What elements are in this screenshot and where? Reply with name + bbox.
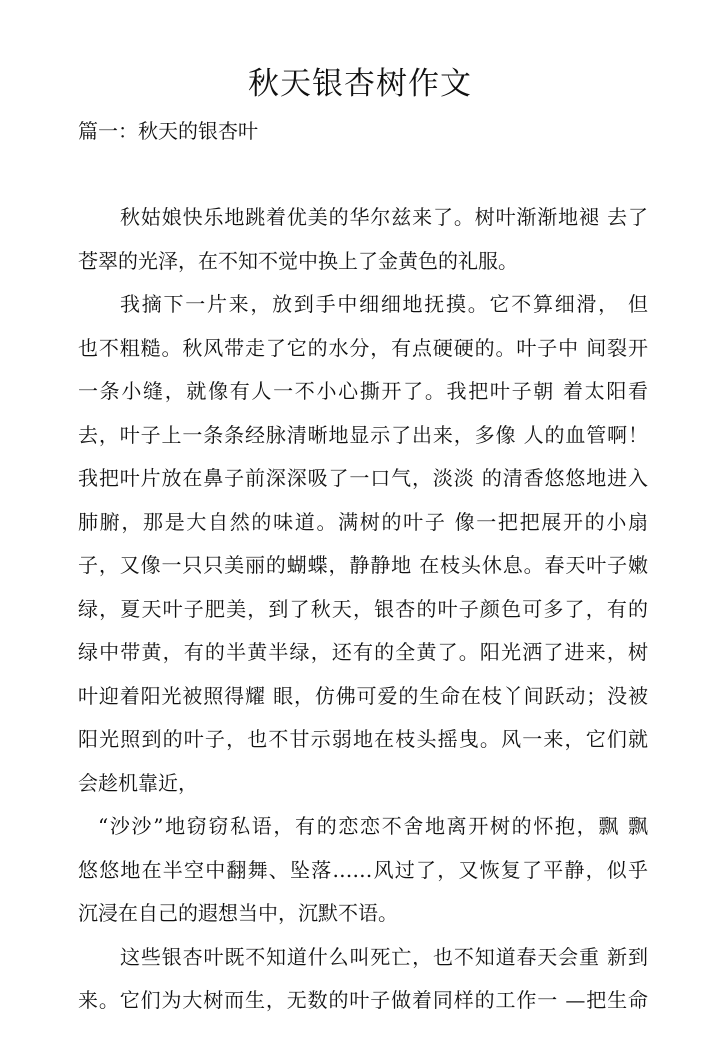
text-line: 秋姑娘快乐地跳着优美的华尔兹来了。树叶渐渐地褪 去了: [120, 205, 648, 229]
text-line: 悠悠地在半空中翻舞、坠落……风过了，又恢复了平静，似乎: [78, 857, 648, 882]
text-line: 我把叶片放在鼻子前深深吸了一口气，淡淡 的清香悠悠地进入: [78, 466, 648, 490]
text-line: 也不粗糙。秋风带走了它的水分，有点硬硬的。叶子中 间裂开: [78, 335, 648, 360]
page-title: 秋天银杏树作文: [248, 66, 472, 102]
text-line: 肺腑，那是大自然的味道。满树的叶子 像一把把展开的小扇: [78, 509, 648, 534]
text-line: 绿中带黄，有的半黄半绿，还有的全黄了。阳光洒了进来，树: [78, 640, 648, 664]
text-line: 一条小缝，就像有人一不小心撕开了。我把叶子朝 着太阳看: [78, 379, 648, 403]
text-line: 我摘下一片来，放到手中细细地抚摸。它不算细滑， 但: [120, 292, 648, 316]
text-line: 来。它们为大树而生，无数的叶子做着同样的工作一 —把生命: [78, 988, 648, 1012]
text-line: 苍翠的光泽，在不知不觉中换上了金黄色的礼服。: [78, 248, 518, 273]
text-line: 叶迎着阳光被照得耀 眼，仿佛可爱的生命在枝丫间跃动；没被: [78, 683, 648, 708]
essay-body: [78, 196, 648, 1023]
text-line: 去，叶子上一条条经脉清晰地显示了出来，多像 人的血管啊！: [78, 422, 648, 447]
text-line: “沙沙”地窃窃私语，有的恋恋不舍地离开树的怀抱，飘 飘: [98, 814, 648, 838]
text-line: 子，又像一只只美丽的蝴蝶，静静地 在枝头休息。春天叶子嫩: [78, 553, 648, 577]
text-line: 绿，夏天叶子肥美，到了秋天，银杏的叶子颜色可多了，有的: [78, 596, 648, 621]
text-line: 这些银杏叶既不知道什么叫死亡，也不知道春天会重 新到: [120, 944, 648, 969]
text-line: 沉浸在自己的遐想当中，沉默不语。: [78, 901, 398, 925]
text-line: 会趁机靠近，: [78, 770, 198, 795]
section-heading: 篇一：秋天的银杏叶: [78, 119, 258, 143]
text-line: 阳光照到的叶子，也不甘示弱地在枝头摇曳。风一来，它们就: [78, 727, 648, 751]
